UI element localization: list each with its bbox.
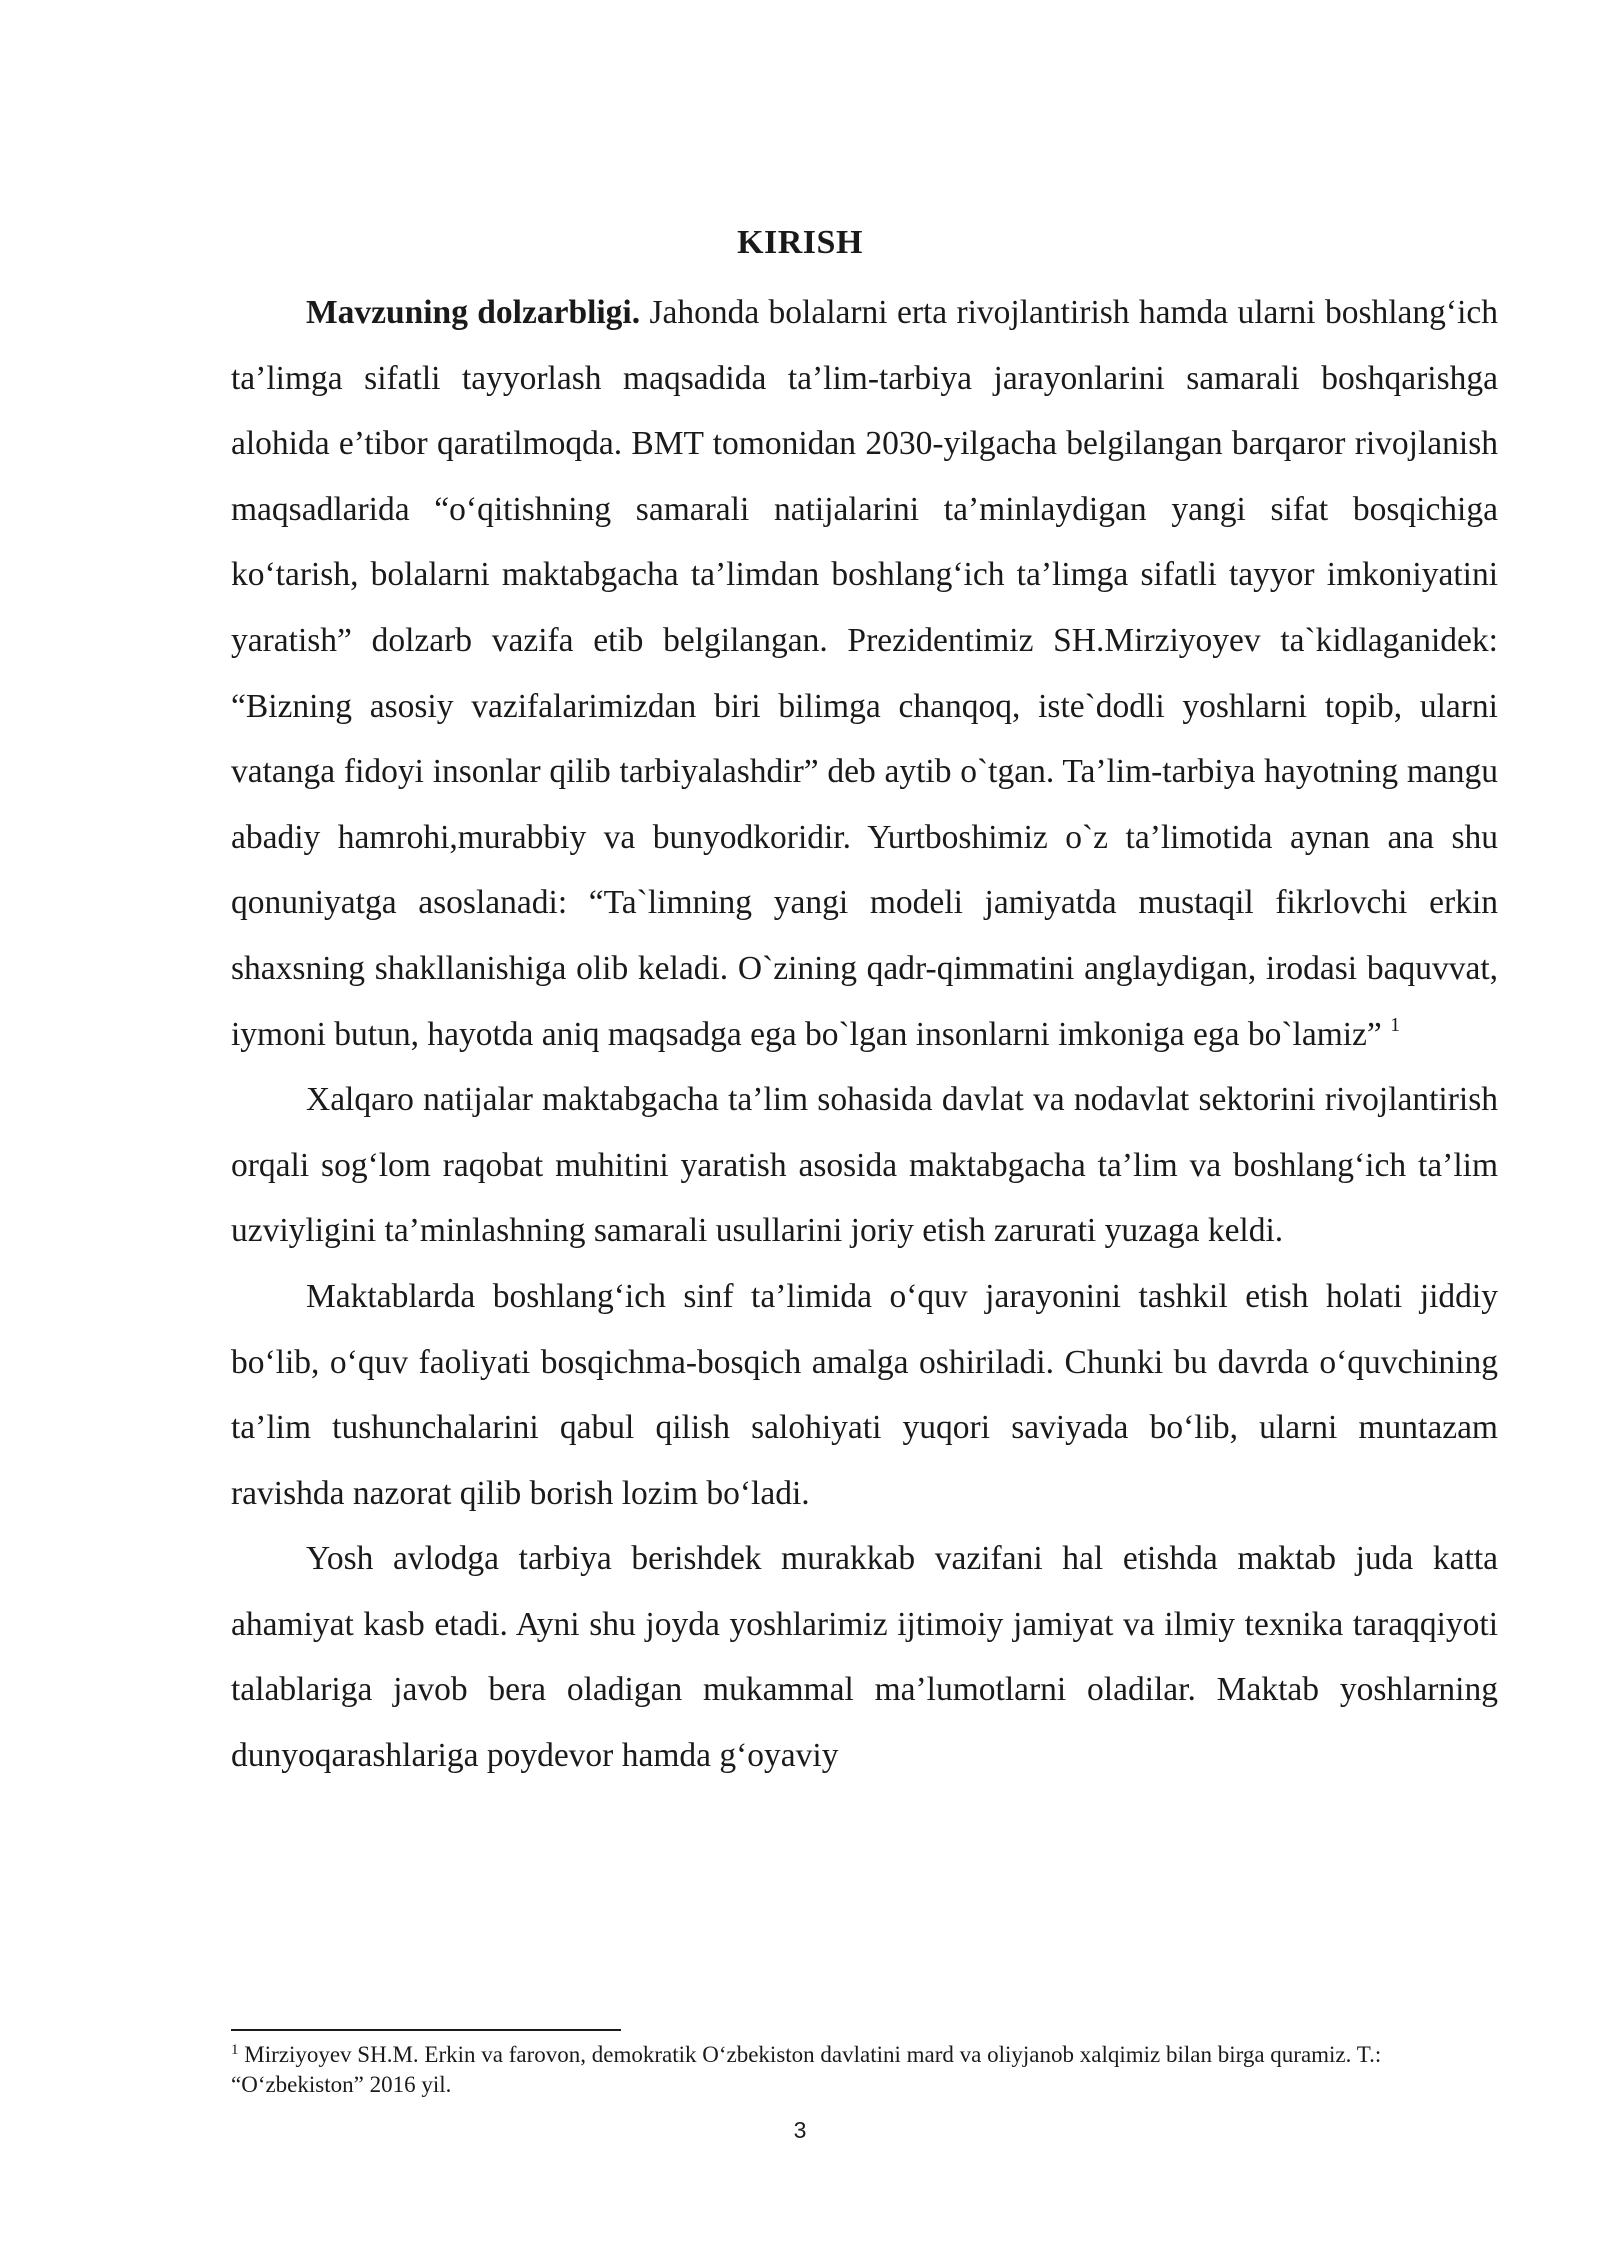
paragraph-4: Yosh avlodga tarbiya berishdek murakkab vazifani hal etishda maktab juda katta ahamiyat kasb etadi. Ayni shu joyda yoshlarimiz ijtimoiy jamiyat va ilmiy texnika taraqqiyoti talablariga javob bera oladigan mukammal ma’lumotlarni oladilar. Maktab yoshlarning dunyoqarashlariga poydevor hamda g‘oyaviy [231, 1540, 1498, 1775]
paragraph-1-lead: Mavzuning dolzarbligi. [306, 294, 641, 331]
footnote-reference[interactable]: 1 [1390, 1013, 1401, 1036]
paragraph-1 [231, 280, 1498, 1067]
section-title: KIRISH [737, 224, 863, 261]
footnote-text: Mirziyoyev SH.M. Erkin va farovon, demokratik O‘zbekiston davlatini mard va oliyjanob xalqimiz bilan birga quramiz. T.: “O‘zbekiston” 2016 yil. [231, 2042, 1382, 2097]
paragraph-3: Maktablarda boshlang‘ich sinf ta’limida o‘quv jarayonini tashkil etish holati jiddiy bo‘lib, o‘quv faoliyati bosqichma-bosqich amalga oshiriladi. Chunki bu davrda o‘quvchining ta’lim tushunchalarini qabul qilish salohiyati yuqori saviyada bo‘lib, ularni muntazam ravishda nazorat qilib borish lozim bo‘ladi. [231, 1277, 1498, 1512]
page-number: 3 [793, 2117, 807, 2143]
footnote-number: 1 [231, 2042, 239, 2058]
body-text [231, 280, 1498, 1789]
paragraph-2: Xalqaro natijalar maktabgacha ta’lim sohasida davlat va nodavlat sektorini rivojlantirish orqali sog‘lom raqobat muhitini yaratish asosida maktabgacha ta’lim va boshlang‘ich ta’lim uzviyligini ta’minlashning samarali usullarini joriy etish zarurati yuzaga keldi. [231, 1081, 1498, 1250]
footnote [231, 2040, 1498, 2100]
footnote-separator [231, 2029, 621, 2031]
paragraph-1-text: Jahonda bolalarni erta rivojlantirish hamda ularni boshlang‘ich ta’limga sifatli tayyorlash maqsadida ta’lim-tarbiya jarayonlarini samarali boshqarishga alohida e’tibor qaratilmoqda. BMT tomonidan 2030-yilgacha belgilangan barqaror rivojlanish maqsadlarida “o‘qitishning samarali natijalarini ta’minlaydigan yangi sifat bosqichiga ko‘tarish, bolalarni maktabgacha ta’limdan boshlang‘ich ta’limga sifatli tayyor imkoniyatini yaratish” dolzarb vazifa etib belgilangan. Prezidentimiz SH.Mirziyoyev ta`kidlaganidek: “Bizning asosiy vazifalarimizdan biri bilimga chanqoq, iste`dodli yoshlarni topib, ularni vatanga fidoyi insonlar qilib tarbiyalashdir” deb aytib o`tgan. Ta’lim-tarbiya hayotning mangu abadiy hamrohi,murabbiy va bunyodkoridir. Yurtboshimiz o`z ta’limotida aynan ana shu qonuniyatga asoslanadi: “Ta`limning yangi modeli jamiyatda mustaqil fikrlovchi erkin shaxsning shakllanishiga olib keladi. O`zining qadr-qimmatini anglaydigan, irodasi baquvvat, iymoni butun, hayotda aniq maqsadga ega bo`lgan insonlarni imkoniga ega bo`lamiz” [231, 294, 1498, 1053]
